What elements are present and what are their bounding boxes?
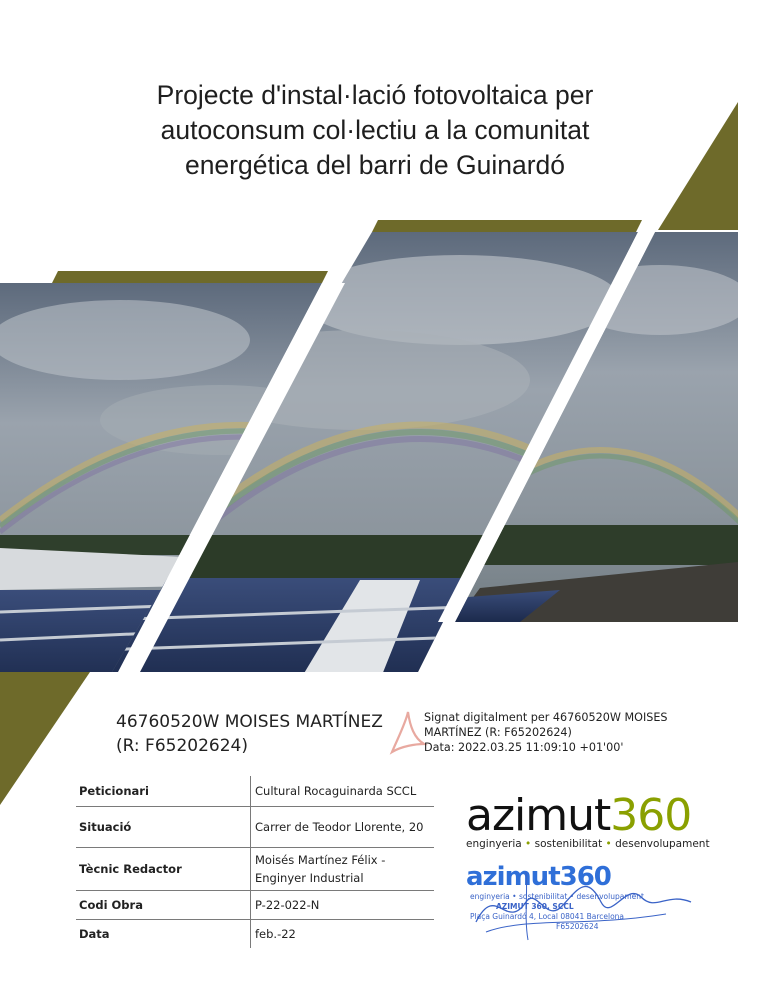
project-info-table (76, 776, 434, 948)
table-row (76, 848, 434, 891)
signature-line-2: MARTÍNEZ (R: F65202624) (424, 726, 572, 739)
signer-name-line-1: 46760520W MOISES MARTÍNEZ (116, 712, 383, 732)
logo-tagline: enginyeria • sostenibilitat • desenvolupament (466, 838, 710, 850)
stamp-line-1: enginyeria • sostenibilitat • desenvolupament (470, 892, 644, 901)
row-value-data: feb.-22 (255, 927, 296, 941)
olive-triangle-top-right (658, 102, 738, 230)
signature-line-1: Signat digitalment per 46760520W MOISES (424, 711, 668, 724)
table-row (76, 807, 434, 848)
company-stamp (466, 862, 696, 942)
table-row (76, 920, 434, 949)
stamp-line-4: F65202624 (556, 922, 599, 931)
pdf-signature-icon (388, 708, 428, 758)
title-line-2: autoconsum col·lectiu a la comunitat (160, 115, 590, 145)
logo-wordmark: azimut360 (466, 790, 692, 841)
row-label-data: Data (76, 920, 251, 949)
title-line-3: energética del barri de Guinardó (184, 150, 566, 180)
azimut360-logo (466, 792, 710, 850)
row-value-peticionari: Cultural Rocaguinarda SCCL (251, 776, 435, 807)
olive-band-2 (372, 220, 642, 232)
handwritten-signature (466, 862, 696, 942)
olive-band-1 (52, 271, 328, 283)
signature-date: Data: 2022.03.25 11:09:10 +01'00' (424, 741, 624, 754)
digital-signature-text (424, 710, 714, 755)
row-label-peticionari: Peticionari (76, 776, 251, 807)
stamp-line-3: Plaça Guinardó 4, Local 08041 Barcelona (470, 912, 625, 921)
stamp-wordmark: azimut360 (466, 862, 611, 892)
title-line-1: Projecte d'instal·lació fotovoltaica per (156, 80, 594, 110)
row-value-codi: P-22-022-N (251, 891, 435, 920)
signer-name (116, 710, 383, 758)
table-row (76, 891, 434, 920)
row-label-situacio: Situació (76, 807, 251, 848)
row-value-tecnic: Moisés Martínez Félix - Enginyer Industrial (251, 848, 435, 891)
signer-name-line-2: (R: F65202624) (116, 736, 248, 756)
row-label-tecnic: Tècnic Redactor (76, 848, 251, 891)
row-value-situacio: Carrer de Teodor Llorente, 20 (251, 807, 435, 848)
table-row (76, 776, 434, 807)
row-label-codi: Codi Obra (76, 891, 251, 920)
stamp-line-2: AZIMUT 360, SCCL (496, 902, 574, 911)
